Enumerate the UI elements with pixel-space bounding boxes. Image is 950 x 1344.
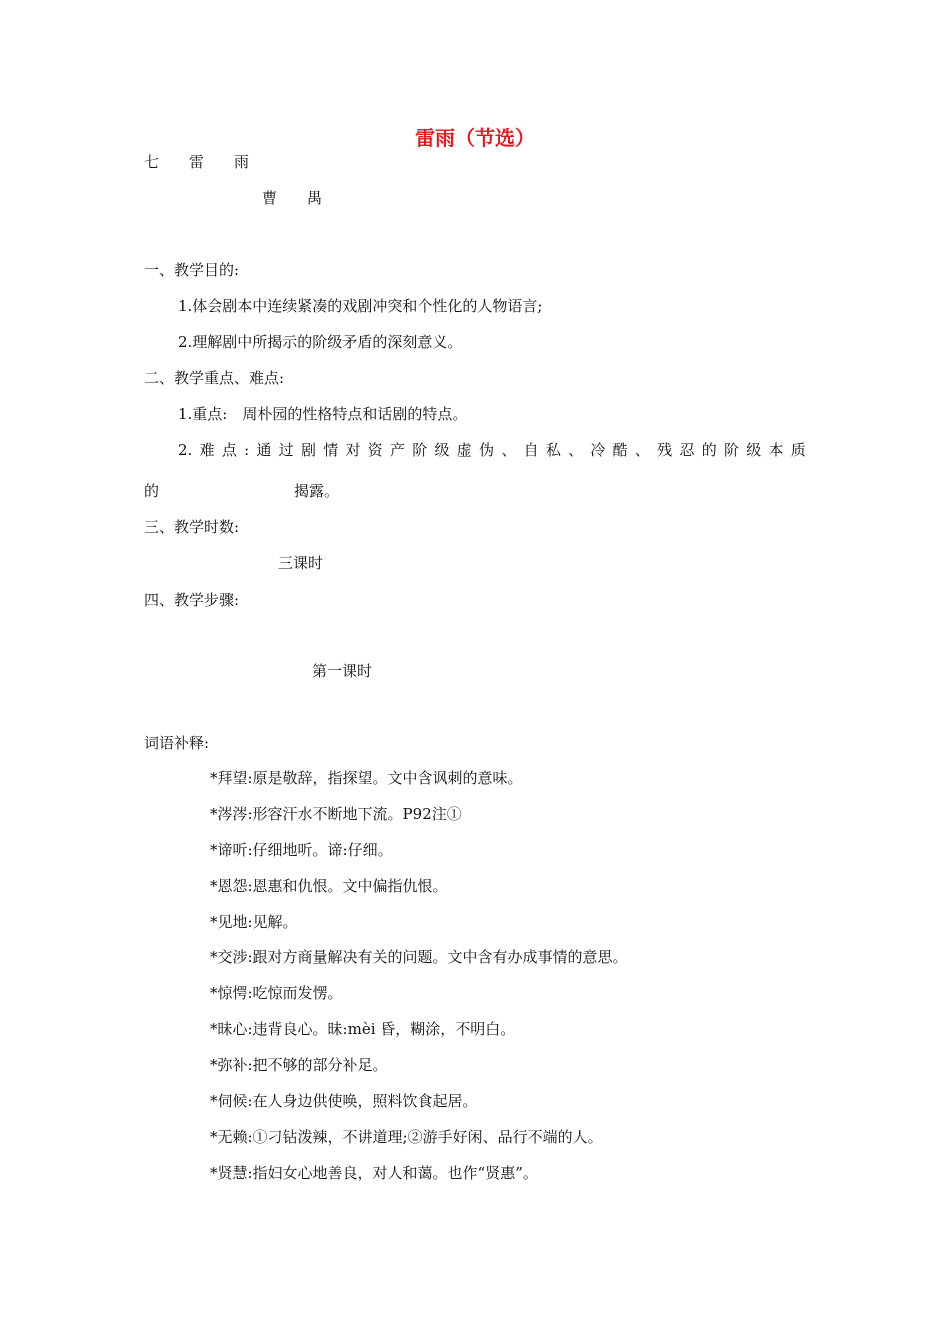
section-1-heading: 一、教学目的: <box>144 261 240 279</box>
vocab-item: *贤慧:指妇女心地善良，对人和蔼。也作“贤惠”。 <box>210 1164 538 1182</box>
section-4-subheading: 第一课时 <box>312 662 373 680</box>
section-2-item-2-continued-b: 揭露。 <box>294 482 340 500</box>
char: 、 <box>501 441 517 459</box>
vocab-item: *涔涔:形容汗水不断地下流。P92注① <box>210 805 462 823</box>
vocab-item: *谛听:仔细地听。谛:仔细。 <box>210 841 393 859</box>
char: 产 <box>390 441 406 459</box>
char: 质 <box>790 441 806 459</box>
char: 、 <box>634 441 650 459</box>
lesson-heading: 七 雷 雨 <box>144 153 250 171</box>
char: 忍 <box>679 441 695 459</box>
vocab-item: *恩怨:恩惠和仇恨。文中偏指仇恨。 <box>210 877 448 895</box>
char: 自 <box>523 441 539 459</box>
char: 情 <box>323 441 339 459</box>
char: 、 <box>568 441 584 459</box>
section-2-item-1: 1.重点: 周朴园的性格特点和话剧的特点。 <box>178 405 468 423</box>
char: 难 <box>199 441 215 459</box>
section-4-heading: 四、教学步骤: <box>144 591 240 609</box>
vocab-item: *见地:见解。 <box>210 913 298 931</box>
vocab-item: *昧心:违背良心。昧:mèi 昏，糊涂，不明白。 <box>210 1020 516 1038</box>
document-title: 雷雨（节选） <box>415 126 535 150</box>
char: 酷 <box>612 441 628 459</box>
section-2-heading: 二、教学重点、难点: <box>144 369 285 387</box>
char: 对 <box>345 441 361 459</box>
char: 冷 <box>590 441 606 459</box>
char: 的 <box>701 441 717 459</box>
char: 本 <box>768 441 784 459</box>
section-3-heading: 三、教学时数: <box>144 518 240 536</box>
section-1-item-2: 2.理解剧中所揭示的阶级矛盾的深刻意义。 <box>178 333 463 351</box>
vocab-item: *拜望:原是敬辞，指探望。文中含讽刺的意味。 <box>210 769 523 787</box>
char: 私 <box>545 441 561 459</box>
vocab-item: *惊愕:吃惊而发愣。 <box>210 984 343 1002</box>
char: 级 <box>434 441 450 459</box>
vocab-item: *交涉:跟对方商量解决有关的问题。文中含有办成事情的意思。 <box>210 948 628 966</box>
section-2-item-2 <box>178 440 806 460</box>
char: 过 <box>278 441 294 459</box>
char: 残 <box>657 441 673 459</box>
char: 伪 <box>479 441 495 459</box>
vocab-item: *弥补:把不够的部分补足。 <box>210 1056 388 1074</box>
char: 级 <box>746 441 762 459</box>
char: 剧 <box>300 441 316 459</box>
char: 通 <box>256 441 272 459</box>
vocab-item: *伺候:在人身边供使唤，照料饮食起居。 <box>210 1092 478 1110</box>
char: : <box>244 441 250 459</box>
char: 点 <box>221 441 237 459</box>
section-1-item-1: 1.体会剧本中连续紧凑的戏剧冲突和个性化的人物语言; <box>178 297 543 315</box>
char: 2. <box>178 441 193 459</box>
char: 虚 <box>456 441 472 459</box>
section-2-item-2-continued-a: 的 <box>144 482 160 500</box>
vocab-item: *无赖:①刁钻泼辣，不讲道理;②游手好闲、品行不端的人。 <box>210 1128 603 1146</box>
vocab-heading: 词语补释: <box>144 734 210 752</box>
author-name: 曹 禺 <box>262 189 323 207</box>
char: 资 <box>367 441 383 459</box>
char: 阶 <box>723 441 739 459</box>
section-3-value: 三课时 <box>278 554 324 572</box>
char: 阶 <box>412 441 428 459</box>
